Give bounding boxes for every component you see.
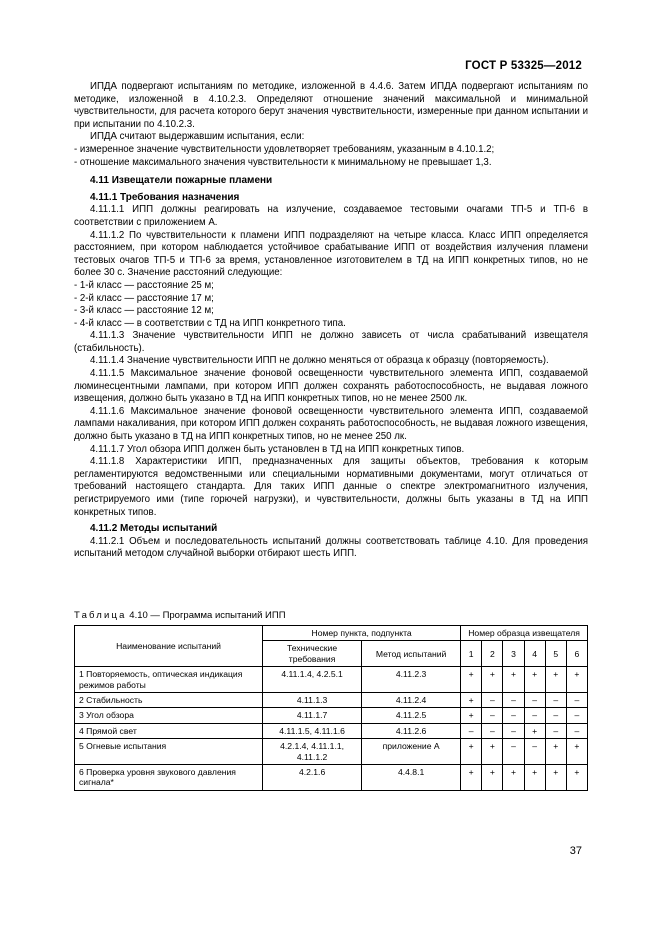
paragraph: 4.11.1.1 ИПП должны реагировать на излучение, создаваемое тестовыми очагами ТП-5 и ТП-6 в соответствии с приложением А. [74,204,588,228]
tech-req: 4.11.1.7 [263,708,362,723]
sample-mark: + [524,765,545,791]
table-caption [74,610,286,621]
sample-mark: + [482,739,503,765]
sample-mark: – [545,693,566,708]
tech-req: 4.11.1.3 [263,693,362,708]
test-name: 2 Стабильность [75,693,263,708]
paragraph: 4.11.1.2 По чувствительности к пламени ИПП подразделяют на четыре класса. Класс ИПП определяется расстоянием, при котором наблюдается устойчивое срабатывание ИПП от воздействия излучения пламени тестовых очагов ТП-5 и ТП-6 за время, установленное изготовителем в ТД на ИПП конкретных типов, но не более 30 с. Значение расстояний следующие: [74,229,588,279]
sample-mark: + [545,739,566,765]
test-name: 1 Повторяемость, оптическая индикация режимов работы [75,667,263,693]
table-row [75,708,588,723]
test-name: 6 Проверка уровня звукового давления сигнала* [75,765,263,791]
table-row [75,667,588,693]
sample-mark: – [461,723,482,738]
sample-mark: + [461,667,482,693]
sample-mark: – [482,723,503,738]
table-caption-word: Таблица [74,610,127,621]
test-method: 4.11.2.4 [362,693,461,708]
sample-mark: + [566,765,587,791]
paragraph: ИПДА подвергают испытаниям по методике, изложенной в 4.4.6. Затем ИПДА подвергают испытаниям по методике, изложенной в 4.10.2.3. Определяют отношение значений максимальной и минимальной чувствительности, для расчета которого берут значения чувствительности, измеренные при данном испытании и при испытании по 4.10.2.3. [74,81,588,130]
sample-mark: + [461,765,482,791]
paragraph: 4.11.1.8 Характеристики ИПП, предназначенных для защиты объектов, требования к которым регламентируются ведомственными или специальными нормативными документами, могут отличаться от требований настоящего стандарта. Для таких ИПП данные о спектре электромагнитного излучения, регистрируемого ими (типе горючей нагрузки), и чувствительности, должны быть указаны в ТД на ИПП конкретных типов. [74,456,588,518]
col-header-name: Наименование испытаний [75,626,263,667]
table-caption-title: 4.10 — Программа испытаний ИПП [126,610,286,621]
list-item: - 3-й класс — расстояние 12 м; [74,305,214,317]
document-id: ГОСТ Р 53325—2012 [465,60,582,72]
paragraph: 4.11.1.5 Максимальное значение фоновой освещенности чувствительного элемента ИПП, создаваемой люминесцентными лампами, при котором ИПП должен сохранять работоспособность, не выдавая ложного извещения, должно быть указано в ТД на ИПП конкретных типов, но не менее 2500 лк. [74,368,588,405]
list-item: - 2-й класс — расстояние 17 м; [74,292,214,304]
sample-mark: – [545,708,566,723]
sample-mark: + [545,667,566,693]
sample-number: 1 [461,641,482,667]
sample-mark: + [482,765,503,791]
list-item: - 1-й класс — расстояние 25 м; [74,279,214,291]
tech-req: 4.11.1.5, 4.11.1.6 [263,723,362,738]
paragraph: 4.11.1.6 Максимальное значение фоновой освещенности чувствительного элемента ИПП, создаваемой лампами накаливания, при котором ИПП должен сохранять работоспособность, не выдавая ложного извещения, должно быть указано в ТД на ИПП конкретных типов, но не менее 250 лк. [74,405,588,443]
sample-mark: – [545,723,566,738]
test-name: 5 Огневые испытания [75,739,263,765]
subsection-heading: 4.11.1 Требования назначения [90,191,240,203]
page-number: 37 [569,845,582,857]
sample-mark: + [566,739,587,765]
sample-mark: – [482,693,503,708]
sample-mark: – [503,693,524,708]
tech-req: 4.11.1.4, 4.2.5.1 [263,667,362,693]
table-row [75,765,588,791]
sample-mark: + [524,723,545,738]
test-method: 4.11.2.3 [362,667,461,693]
sample-mark: + [566,667,587,693]
sample-number: 5 [545,641,566,667]
sample-mark: + [503,667,524,693]
paragraph: ИПДА считают выдержавшим испытания, если: [90,131,305,143]
col-header-method: Метод испытаний [362,641,461,667]
sample-mark: + [545,765,566,791]
sample-mark: + [503,765,524,791]
sample-mark: – [503,739,524,765]
sample-mark: + [524,667,545,693]
list-item: - отношение максимального значения чувствительности к минимальному не превышает 1,3. [74,156,492,168]
sample-mark: + [482,667,503,693]
paragraph: 4.11.1.4 Значение чувствительности ИПП не должно меняться от образца к образцу (повторяемость). [90,355,549,367]
sample-mark: – [566,693,587,708]
sample-number: 6 [566,641,587,667]
sample-mark: – [566,708,587,723]
sample-mark: – [482,708,503,723]
sample-mark: – [524,693,545,708]
sample-number: 4 [524,641,545,667]
subsection-heading: 4.11.2 Методы испытаний [90,523,218,535]
col-header-tech: Технические требования [263,641,362,667]
test-method: 4.11.2.5 [362,708,461,723]
table-row [75,693,588,708]
paragraph: 4.11.1.7 Угол обзора ИПП должен быть установлен в ТД на ИПП конкретных типов. [90,443,465,455]
tech-req: 4.2.1.4, 4.11.1.1, 4.11.1.2 [263,739,362,765]
table-header-row [75,626,588,641]
sample-mark: – [524,739,545,765]
list-item: - измеренное значение чувствительности удовлетворяет требованиям, указанным в 4.10.1.2; [74,143,495,155]
table-row [75,723,588,738]
paragraph: 4.11.2.1 Объем и последовательность испытаний должны соответствовать таблице 4.10. Для проведения испытаний методом случайной выборки отбирают шесть ИПП. [74,535,588,560]
test-program-table [74,625,588,791]
paragraph: 4.11.1.3 Значение чувствительности ИПП не должно зависеть от числа срабатываний извещателя (стабильность). [74,330,588,354]
sample-mark: – [524,708,545,723]
test-name: 4 Прямой свет [75,723,263,738]
list-item: - 4-й класс — в соответствии с ТД на ИПП конкретного типа. [74,317,346,329]
test-method: 4.4.8.1 [362,765,461,791]
sample-number: 3 [503,641,524,667]
test-method: приложение А [362,739,461,765]
tech-req: 4.2.1.6 [263,765,362,791]
sample-mark: – [503,708,524,723]
sample-number: 2 [482,641,503,667]
body-text [74,81,588,561]
col-header-clause: Номер пункта, подпункта [263,626,461,641]
test-name: 3 Угол обзора [75,708,263,723]
sample-mark: + [461,693,482,708]
col-header-sample: Номер образца извещателя [461,626,588,641]
sample-mark: – [566,723,587,738]
sample-mark: + [461,739,482,765]
sample-mark: + [461,708,482,723]
table-row [75,739,588,765]
section-heading: 4.11 Извещатели пожарные пламени [90,175,273,187]
test-method: 4.11.2.6 [362,723,461,738]
sample-mark: – [503,723,524,738]
